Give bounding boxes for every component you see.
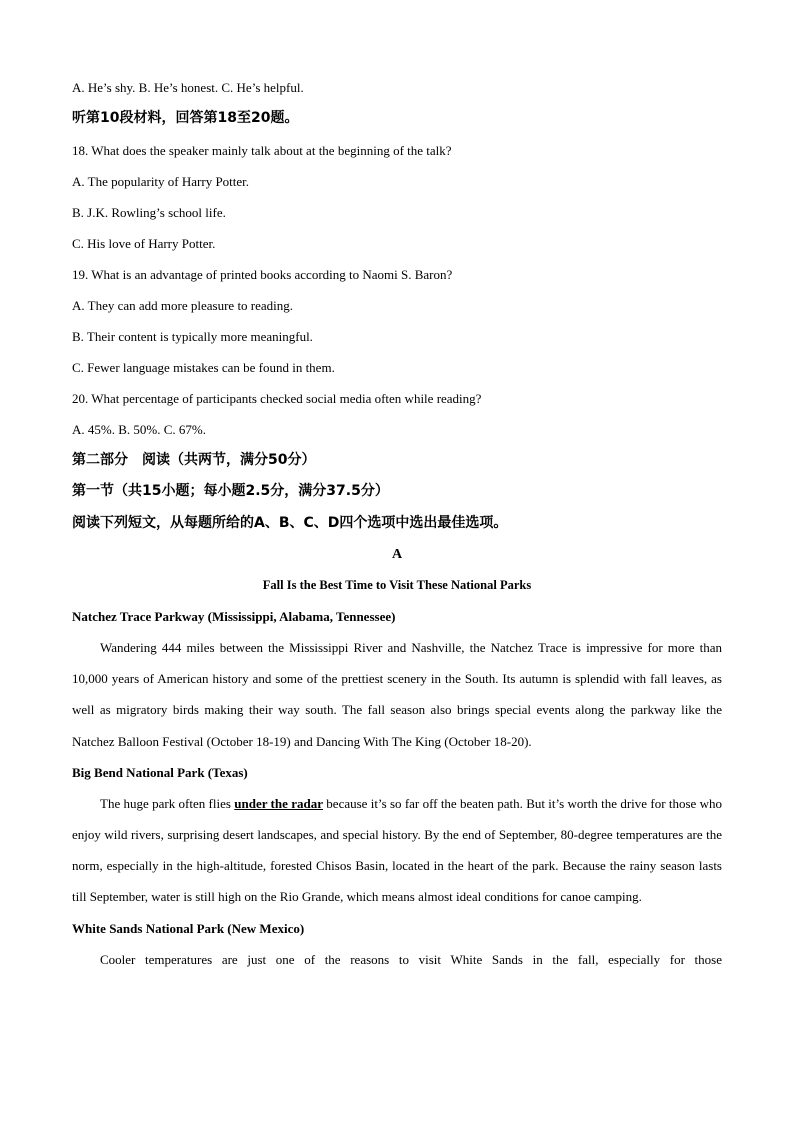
- q19-option-b: B. Their content is typically more meaningful.: [72, 328, 313, 344]
- passage-letter: A: [391, 547, 403, 562]
- q20-options: A. 45%. B. 50%. C. 67%.: [72, 421, 206, 437]
- q18-option-b: B. J.K. Rowling’s school life.: [72, 204, 226, 220]
- q18-stem: 18. What does the speaker mainly talk about at the beginning of the talk?: [72, 142, 452, 158]
- q18-option-a: A. The popularity of Harry Potter.: [72, 173, 250, 189]
- park-heading-big-bend: Big Bend National Park (Texas): [72, 764, 248, 780]
- q19-option-a: A. They can add more pleasure to reading.: [72, 297, 294, 313]
- park-heading-white-sands: White Sands National Park (New Mexico): [72, 920, 305, 936]
- park-text-natchez-body: Wandering 444 miles between the Mississippi River and Nashville, the Natchez Trace is impressive for more than 10,000 years of American history and some of the prettiest scenery in the South. Its autumn is splendid with fall leaves, as well as migratory birds making their way south. The fall season also brings special events along the parkway like the Natchez Balloon Festival (October 18-19) and Dancing With The King (October 18-20).: [72, 640, 722, 749]
- park-text-natchez: [72, 632, 722, 757]
- park-text-white-sands-body: Cooler temperatures are just one of the reasons to visit White Sands in the fall, especially for those: [100, 951, 722, 967]
- q17-options: A. He’s shy. B. He’s honest. C. He’s helpful.: [72, 80, 304, 95]
- q20-stem: 20. What percentage of participants checked social media often while reading?: [72, 390, 482, 406]
- exam-page: [72, 72, 722, 975]
- reading-instruction: 阅读下列短文，从每题所给的A、B、C、D四个选项中选出最佳选项。: [72, 514, 508, 531]
- q19-stem: 19. What is an advantage of printed books according to Naomi S. Baron?: [72, 266, 453, 282]
- park-text-big-bend: [72, 788, 722, 913]
- park-text-big-bend-after: because it’s so far off the beaten path. But it’s worth the drive for those who enjoy wild rivers, surprising desert landscapes, and special history. By the end of September, 80-degree temperatures are the norm, especially in the high-altitude, forested Chisos Basin, located in the heart of the park. Because the rainy season lasts till September, water is still high on the Rio Grande, which means almost ideal conditions for canoe camping.: [72, 795, 722, 905]
- q18-option-c: C. His love of Harry Potter.: [72, 235, 216, 251]
- park-text-white-sands: [72, 944, 722, 975]
- passage-title: Fall Is the Best Time to Visit These National Parks: [262, 578, 532, 592]
- part2-title: 第二部分 阅读（共两节，满分50分）: [72, 451, 316, 468]
- park-heading-natchez: Natchez Trace Parkway (Mississippi, Alabama, Tennessee): [72, 609, 396, 624]
- q19-option-c: C. Fewer language mistakes can be found in them.: [72, 359, 335, 375]
- underlined-phrase: under the radar: [234, 795, 323, 811]
- section1-title: 第一节（共15小题；每小题2.5分，满分37.5分）: [72, 483, 389, 499]
- passage10-instruction: 听第10段材料，回答第18至20题。: [72, 110, 299, 126]
- park-text-big-bend-before: The huge park often flies: [100, 795, 235, 811]
